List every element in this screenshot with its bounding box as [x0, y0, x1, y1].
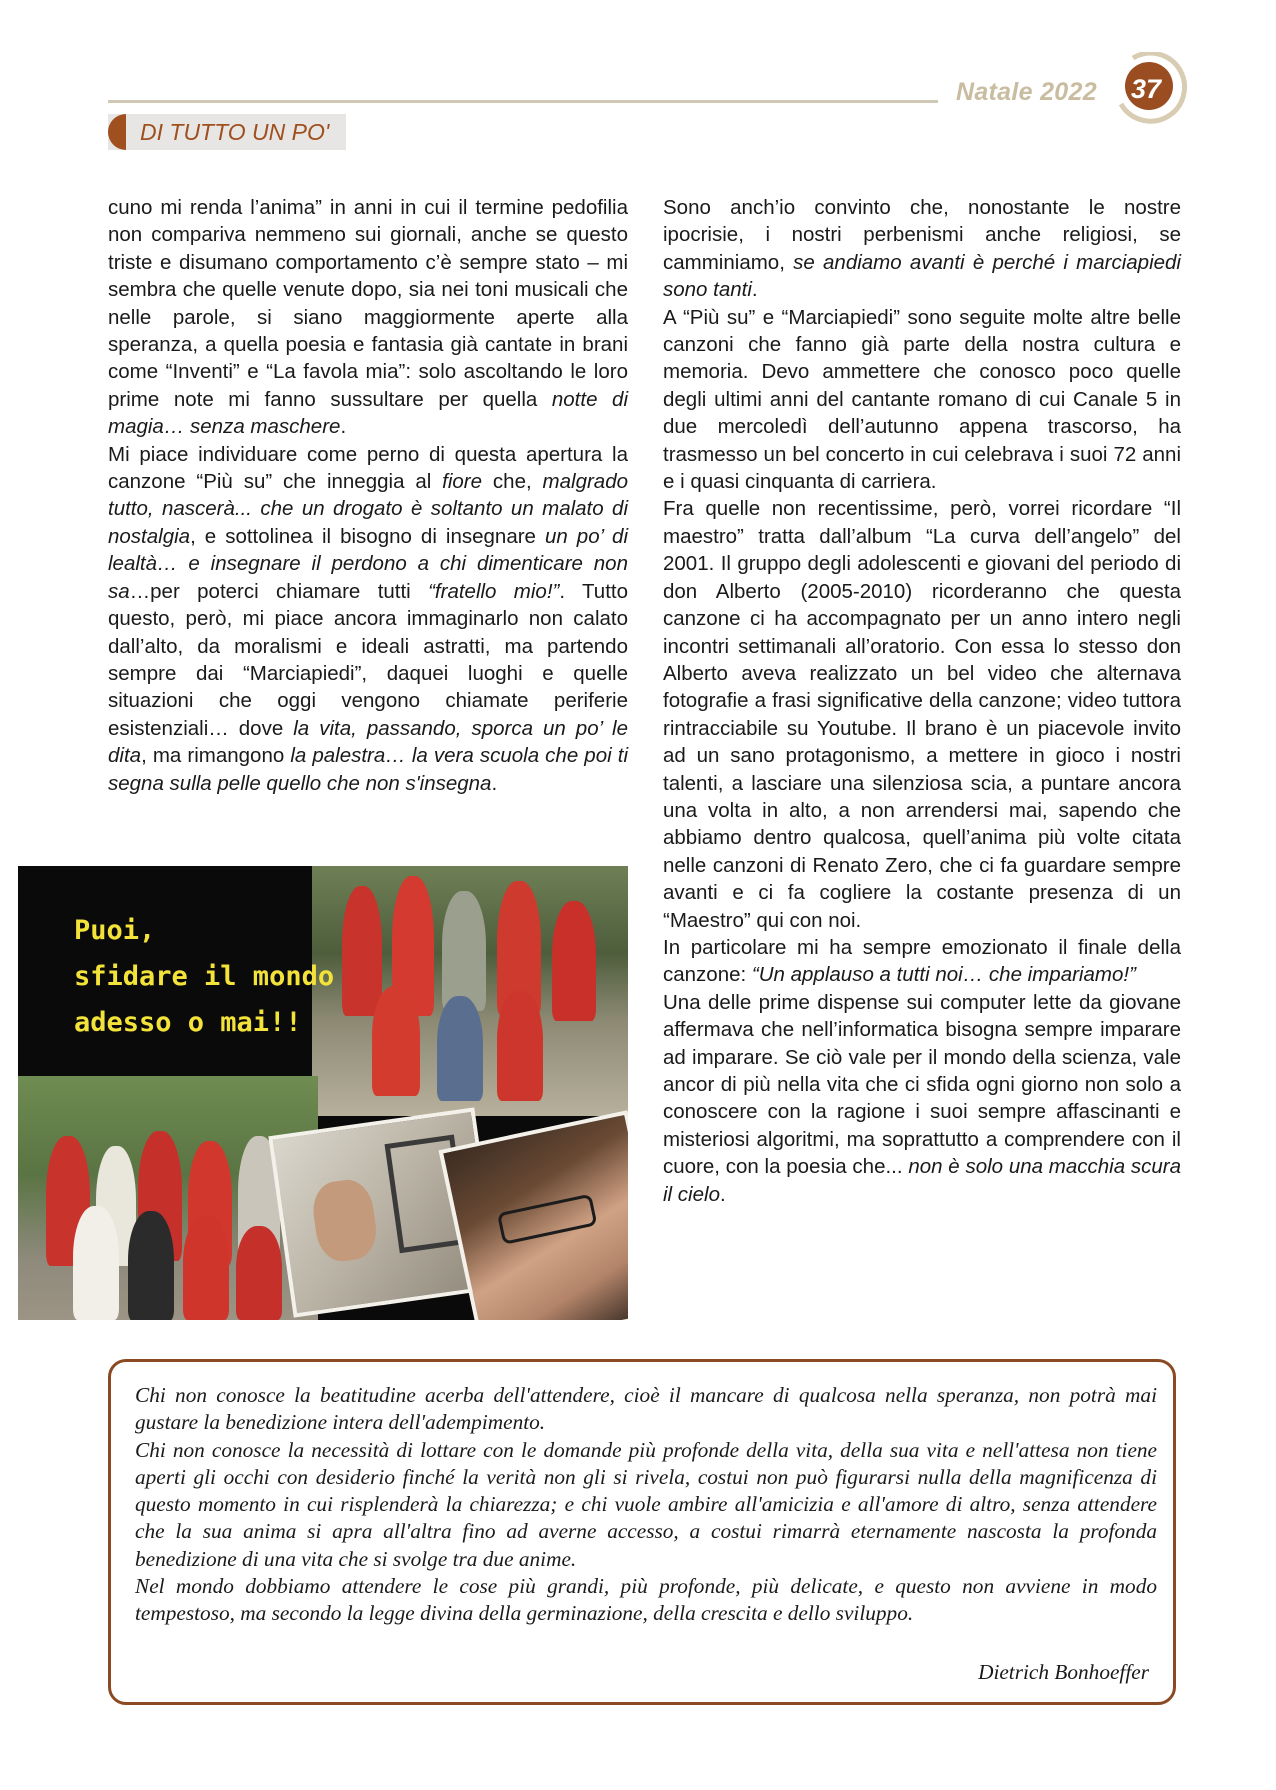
italic-text: se andiamo avanti è perché i marciapiedi sono tanti [663, 250, 1181, 302]
page-number: 37 [1130, 74, 1162, 104]
text-run: A “Più su” e “Marciapiedi” sono seguite molte altre belle canzoni che fanno già parte della nostra cultura e memoria. Devo ammettere che conosco poco quelle degli ultimi anni del cantante romano di cui Canale 5 in due mercoledì dell’autunno appena trascorso, ha trasmesso un bel concerto in cui celebrava i suoi 72 anni e i quasi cinquanta di carriera. [663, 305, 1181, 494]
quote-box [108, 1359, 1176, 1705]
italic-text: notte di magia… senza maschere [108, 387, 628, 439]
text-run: . [491, 771, 498, 795]
quote-text [135, 1382, 1157, 1628]
quote-paragraph: Nel mondo dobbiamo attendere le cose più grandi, più profonde, più delicate, e questo non avviene in modo tempestoso, ma secondo la legge divina della germinazione, della crescita e dello sviluppo. [135, 1574, 1157, 1626]
text-run: . Tutto questo, però, mi piace ancora immaginarlo non calato dall’alto, da moralismi e ideali astratti, ma partendo sempre dai “Marciapiedi”, daquei luoghi e quelle situazioni che oggi vengono chiamate periferie esistenziali… dove [108, 579, 628, 740]
quote-paragraph: Chi non conosce la necessità di lottare con le domande più profonde della vita, della sua vita e nell'attesa non tiene aperti gli occhi con desiderio finché la verità non gli si rivela, costui non può figurarsi nulla della magnificenza di questo momento in cui risplenderà la chiarezza; e chi vuole ambire all'amicizia e all'amore di altro, senza attendere che la sua anima si apra all'altra fino ad averne accesso, a costui rimarrà eternamente nascosta la profonda benedizione di una vita che si svolge tra due anime. [135, 1437, 1157, 1571]
paragraph [663, 934, 1181, 989]
italic-text: “fratello mio!” [428, 579, 560, 603]
group-photo-top [312, 866, 628, 1116]
paragraph [663, 304, 1181, 496]
quote-author: Dietrich Bonhoeffer [978, 1660, 1149, 1684]
text-run: , ma rimangono [141, 744, 291, 768]
italic-text: “Un applauso a tutti noi… che impariamo!” [751, 963, 1136, 987]
italic-text: fiore [442, 470, 483, 494]
photo-collage [18, 866, 628, 1320]
paragraph [108, 441, 628, 797]
section-title: DI TUTTO UN PO' [140, 119, 330, 145]
section-tab [108, 114, 346, 150]
right-column [663, 194, 1181, 1208]
image-caption [74, 908, 334, 1046]
text-run: . [719, 1182, 726, 1206]
text-run: . [340, 415, 347, 439]
italic-text: malgrado tutto, nascerà... che un drogato è soltanto un malato di nostalgia [108, 470, 628, 548]
section-tab-cap [108, 114, 126, 150]
text-run: cuno mi renda l’anima” in anni in cui il termine pedofilia non compariva nemmeno sui giornali, anche se questo triste e disumano comportamento c’è sempre stato – mi sembra che quelle venute dopo, sia nei toni musicali che nelle parole, si siano maggiormente aperte alla speranza, a quella poesia e fantasia già cantate in brani come “Inventi” e “La favola mia”: solo ascoltando le loro prime note mi fanno sussultare per quella [108, 196, 628, 411]
text-run: Fra quelle non recentissime, però, vorrei ricordare “Il maestro” tratta dall’album “La curva dell’angelo” del 2001. Il gruppo degli adolescenti e giovani del periodo di don Alberto (2005-2010) ricorderanno che questa canzone ci ha accompagnato per un anno intero negli incontri settimanali all’oratorio. Con essa lo stesso don Alberto aveva realizzato un bel video che alternava fotografie a frasi significative della canzone; video tuttora rintracciabile su Youtube. Il brano è un piacevole invito ad un sano protagonismo, a mettere in gioco i nostri talenti, a lasciare una silenziosa scia, a puntare ancora una volta in alto, a non arrendersi mai, sapendo che abbiamo dentro qualcosa, quell’anima più volte citata nelle canzoni di Renato Zero, che ci fa guardare sempre avanti e ci fa cogliere la costante presenza di un “Maestro” qui con noi. [663, 497, 1181, 932]
text-run: Sono anch’io convinto che, nonostante le nostre ipocrisie, i nostri perbenismi anche religiosi, se camminiamo, [663, 196, 1181, 274]
paragraph [108, 194, 628, 441]
issue-title: Natale 2022 [956, 78, 1097, 106]
text-run: , e sottolinea il bisogno di insegnare [190, 524, 545, 548]
italic-text: la vita, passando, sporca un po’ le dita [108, 716, 628, 768]
paragraph [663, 495, 1181, 934]
italic-text: la palestra… la vera scuola che poi ti segna sulla pelle quello che non s'insegna [108, 744, 628, 795]
caption-line-2: sfidare il mondo [74, 961, 335, 992]
text-run: …per poterci chiamare tutti [129, 579, 429, 603]
paragraph [663, 989, 1181, 1208]
italic-text: un po’ di lealtà… e insegnare il perdono a chi dimenticare non sa [108, 524, 628, 603]
caption-line-3: adesso o mai!! [74, 1007, 302, 1038]
header-rule [108, 100, 938, 103]
text-run: che, [482, 470, 543, 494]
quote-paragraph: Chi non conosce la beatitudine acerba dell'attendere, cioè il mancare di qualcosa nella speranza, non potrà mai gustare la benedizione intera dell'adempimento. [135, 1383, 1157, 1435]
group-photo-left [18, 1076, 318, 1320]
left-column [108, 194, 628, 797]
text-run: Una delle prime dispense sui computer lette da giovane affermava che nell’informatica bisogna sempre imparare ad imparare. Se ciò vale per il mondo della scienza, vale ancor di più nella vita che ci sfida ogni giorno non solo a conoscere con la ragione i suoi sempre affascinanti e misteriosi algoritmi, ma soprattutto a comprendere con il cuore, con la poesia che... [663, 990, 1181, 1179]
text-run: In particolare mi ha sempre emozionato il finale della canzone: [663, 935, 1181, 987]
italic-text: non è solo una macchia scura il cielo [663, 1155, 1181, 1206]
caption-line-1: Puoi, [74, 915, 156, 946]
text-run: Mi piace individuare come perno di questa apertura la canzone “Più su” che inneggia al [108, 442, 628, 494]
paragraph [663, 194, 1181, 304]
text-run: . [751, 278, 758, 302]
